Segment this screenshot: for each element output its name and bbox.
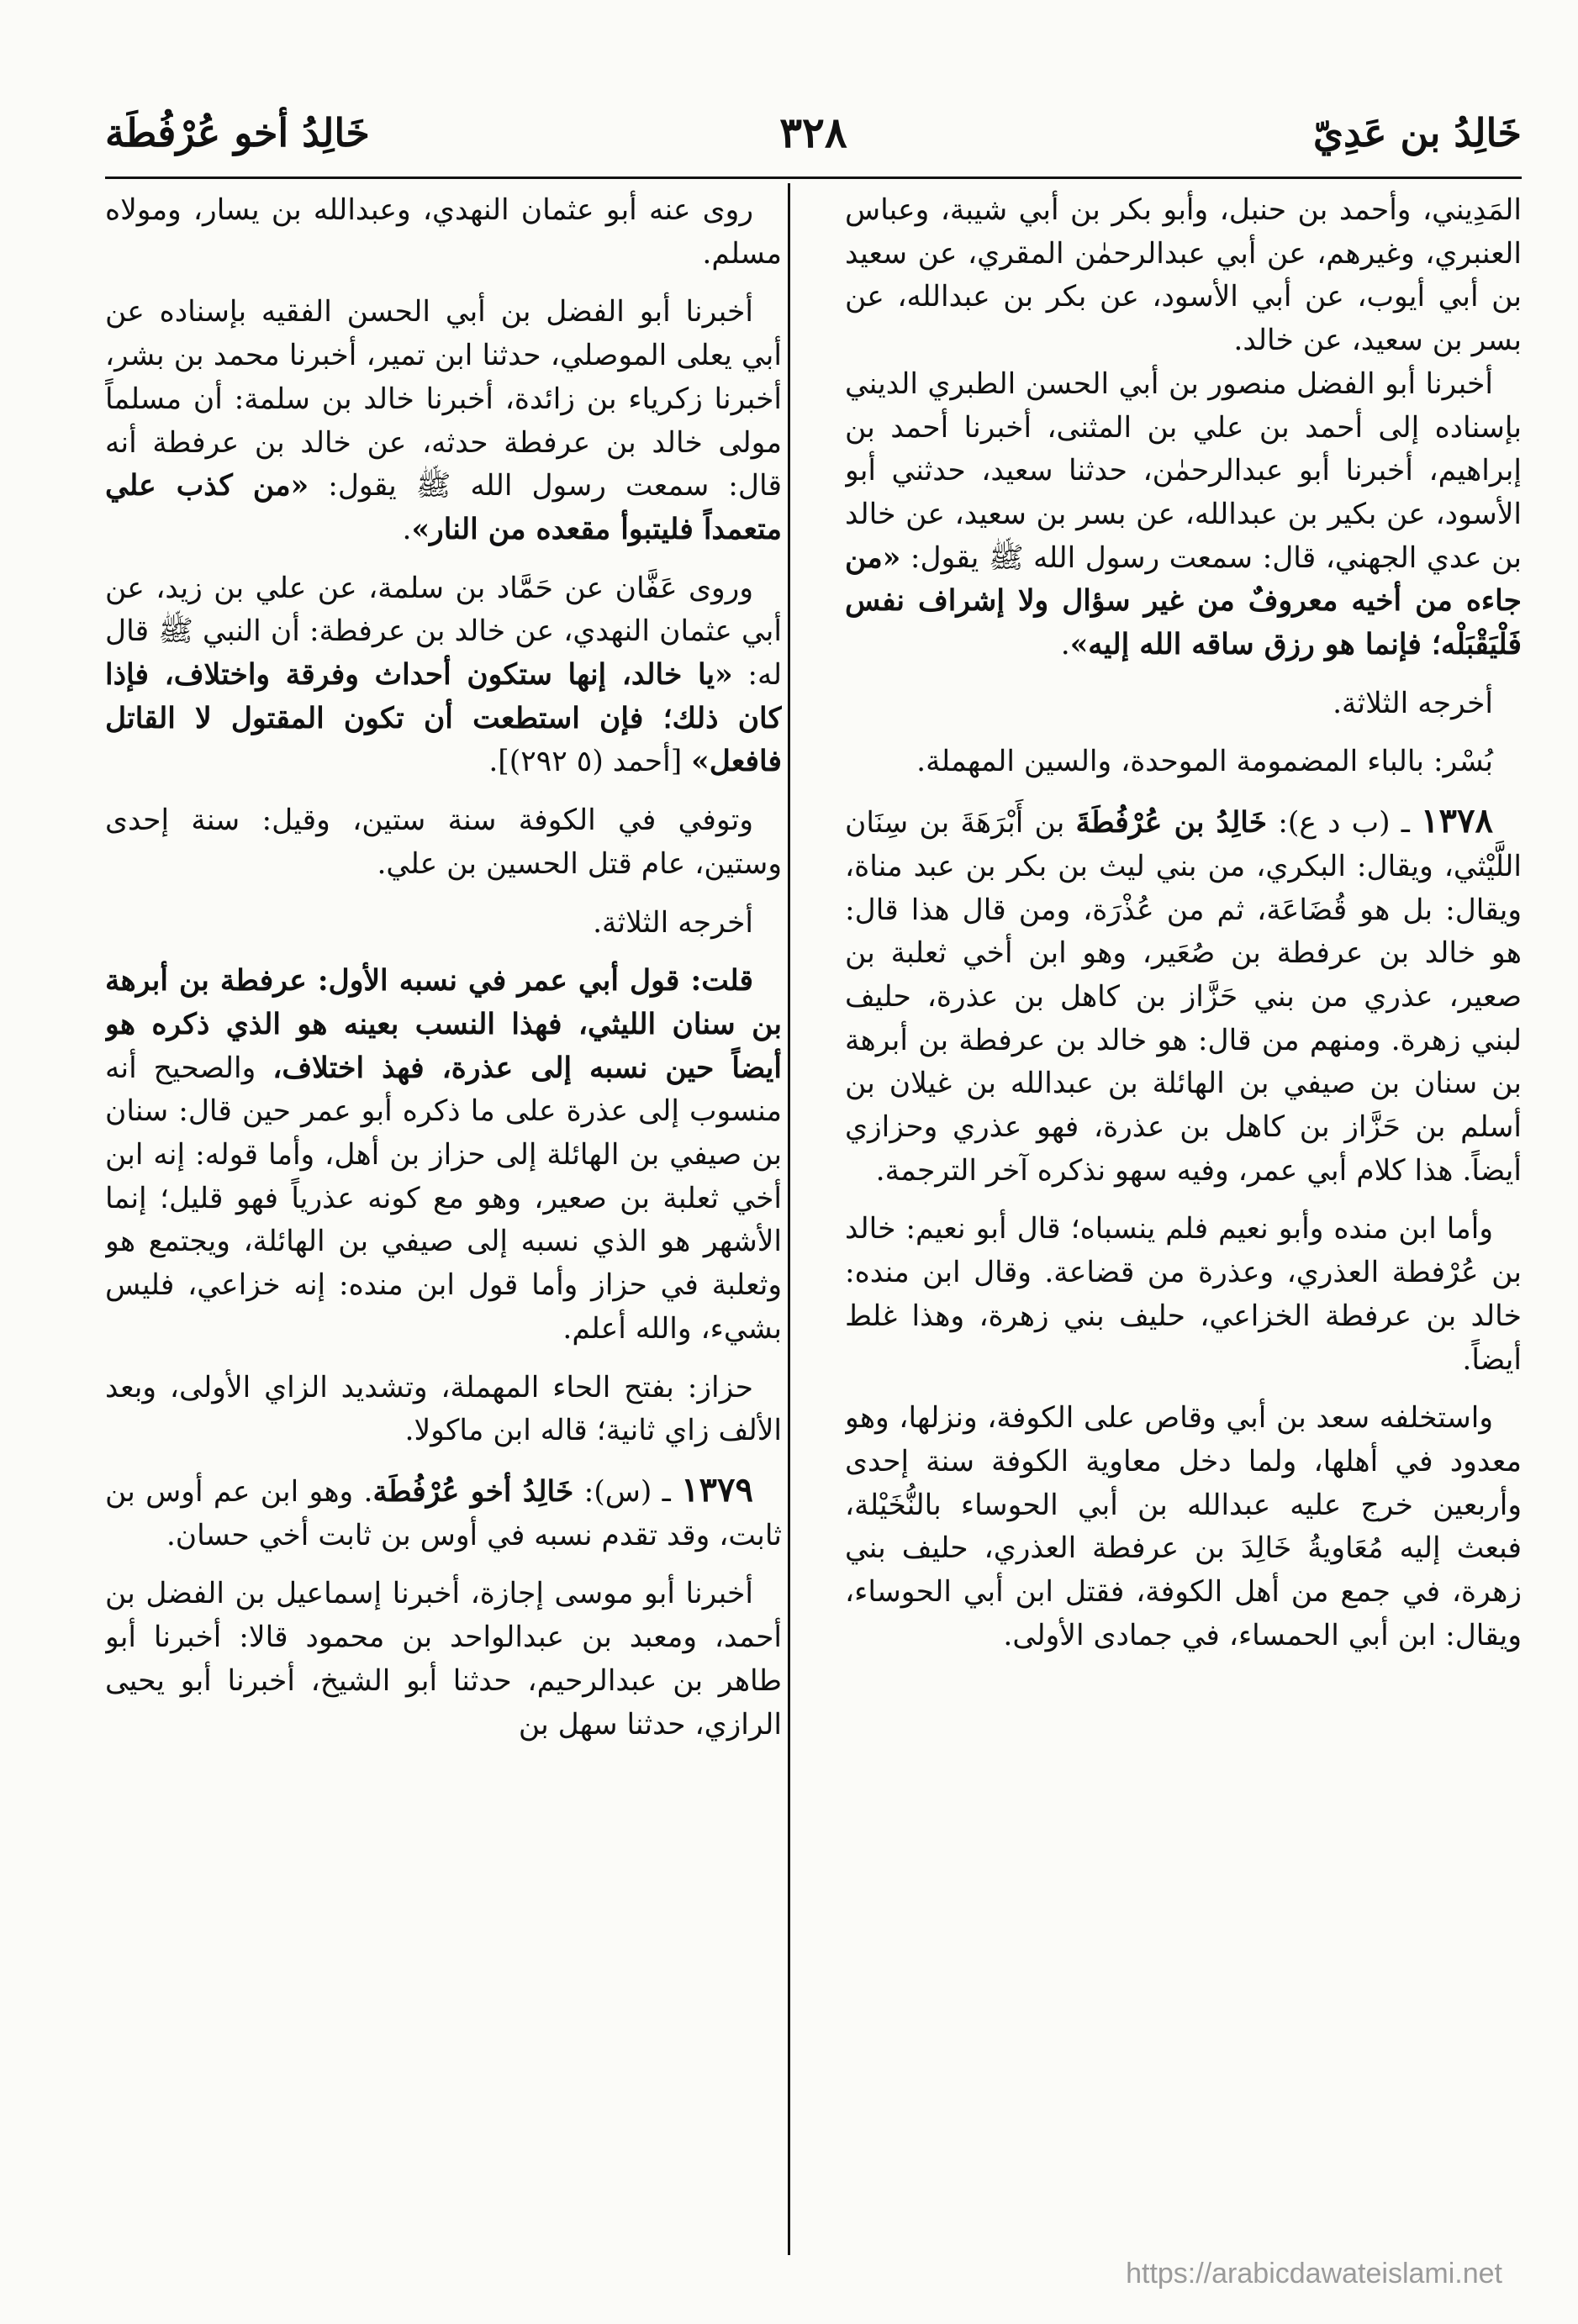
- commentary-lead: قلت: قول أبي عمر في نسبه الأول: عرفطة بن أبرهة بن سنان الليثي، فهذا النسب بعينه هو الذي ذكره هو أيضاً حين نسبه إلى عذرة، فهذ اختلاف،: [105, 964, 782, 1085]
- watermark-url: https://arabicdawateislami.net: [1126, 2258, 1502, 2290]
- paragraph: أخبرنا أبو موسى إجازة، أخبرنا إسماعيل بن الفضل بن أحمد، ومعبد بن عبدالواحد بن محمود قالا: أخبرنا أبو طاهر بن عبدالرحيم، حدثنا أبو الشيخ، أخبرنا أبو يحيى الرازي، حدثنا سهل بن: [105, 1577, 782, 1742]
- entry-name: خَالِدُ بن عُرْفُطَةَ: [1075, 806, 1268, 841]
- paragraph: المَدِيني، وأحمد بن حنبل، وأبو بكر بن أبي شيبة، وعباس العنبري، وغيرهم، عن أبي عبدالرحمٰن المقري، عن سعيد بن أبي أيوب، عن أبي الأسود، عن بكر بن عبدالله، عن بسر بن سعيد، عن خالد.: [845, 193, 1522, 358]
- paragraph: بُسْر: بالباء المضمومة الموحدة، والسين المهملة.: [916, 745, 1493, 779]
- entry-text: . وهو ابن عم أوس بن ثابت، وقد تقدم نسبه في أوس بن ثابت أخي حسان.: [105, 1474, 782, 1552]
- column-divider: [788, 183, 790, 2255]
- commentary-paragraph: [105, 960, 782, 1351]
- isnad-text: أخبرنا أبو الفضل بن أبي الحسن الفقيه بإسناده عن أبي يعلى الموصلي، حدثنا ابن تمير، أخبرنا محمد بن بشر، أخبرنا زكرياء بن زائدة، أخبرنا خالد بن سلمة: أن مسلماً مولى خالد بن عرفطة حدثه، عن خالد بن عرفطة أنه قال: سمعت رسول الله ﷺ يقول:: [105, 295, 782, 503]
- page-header: [105, 99, 1522, 166]
- entry-name: خَالِدُ أخو عُرْفُطَة: [372, 1474, 574, 1509]
- entry-1378: [845, 799, 1522, 1193]
- hadith-quote: «من جاءه من أخيه معروفٌ من غير سؤال ولا إشراف نفس فَلْيَقْبَلْه؛ فإنما هو رزق ساقه الله إليه»: [845, 540, 1522, 662]
- hadith-quote: «يا خالد، إنها ستكون أحداث وفرقة واختلاف، فإذا كان ذلك؛ فإن استطعت أن تكون المقتول لا القاتل فافعل»: [105, 658, 782, 779]
- hadith-paragraph: [845, 363, 1522, 667]
- left-column: [105, 189, 782, 2257]
- commentary-text: والصحيح أنه منسوب إلى عذرة على ما ذكره أبو عمر حين قال: سنان بن صيفي بن الهائلة إلى حزاز بن أهل، وأما قوله: إنه ابن أخي ثعلبة بن صعير، وهو مع كونه عذرياً فهو قليل؛ إنما الأشهر هو الذي نسبه إلى صيفي بن الهائلة، ويجتمع هو وثعلبة في حزاز وأما قول ابن منده: إنه خزاعي، فليس بشيء، والله أعلم.: [105, 1051, 782, 1346]
- paragraph: روى عنه أبو عثمان النهدي، وعبدالله بن يسار، ومولاه مسلم.: [105, 193, 782, 271]
- isnad-text: وروى عَفَّان عن حَمَّاد بن سلمة، عن علي بن زيد، عن أبي عثمان النهدي، عن خالد بن عرفطة: أن النبي ﷺ قال له:: [105, 571, 782, 693]
- punct: .: [1060, 628, 1070, 662]
- running-title-left: خَالِدُ أخو عُرْفُطَة: [105, 110, 370, 155]
- paragraph: أخرجه الثلاثة.: [1333, 686, 1493, 720]
- paragraph: وتوفي في الكوفة سنة ستين، وقيل: سنة إحدى وستين، عام قتل الحسين بن علي.: [105, 804, 782, 881]
- entry-number: ١٣٧٩: [681, 1469, 753, 1510]
- running-title-right: خَالِدُ بن عَدِيّ: [1312, 110, 1522, 155]
- hadith-paragraph: [105, 291, 782, 551]
- entry-code: ـ (س):: [573, 1474, 682, 1509]
- punct: .: [402, 512, 412, 546]
- entry-code: ـ (ب د ع):: [1267, 806, 1422, 841]
- page-number: ٣٢٨: [779, 108, 847, 157]
- entry-text: بن أَبْرَهَةَ بن سِنَان اللَّيْثي، ويقال: البكري، من بني ليث بن بكر بن عبد مناة، ويقال: بل هو قُضَاعَة، ثم من عُذْرَة، ومن قال هذا قال: هو خالد بن عرفطة بن صُعَير، وهو ابن أخي ثعلبة بن صعير، عذري من بني حَزَّاز بن كاهل بن عذرة، حليف لبني زهرة. ومنهم من قال: هو خالد بن عرفطة بن أبرهة بن سنان بن صيفي بن الهائلة بن عبدالله بن غيلان بن أسلم بن حَزَّاز بن كاهل بن عذرة، فهو عذري وحزازي أيضاً. هذا كلام أبي عمر، وفيه سهو نذكره آخر الترجمة.: [845, 806, 1522, 1188]
- right-column: [845, 189, 1522, 2257]
- paragraph: وأما ابن منده وأبو نعيم فلم ينسباه؛ قال أبو نعيم: خالد بن عُرْفطة العذري، وعذرة من قضاعة. وقال ابن منده: خالد بن عرفطة الخزاعي، حليف بني زهرة، وهذا غلط أيضاً.: [845, 1212, 1522, 1377]
- isnad-text: أخبرنا أبو الفضل منصور بن أبي الحسن الطبري الديني بإسناده إلى أحمد بن علي بن المثنى، أخبرنا أحمد بن إبراهيم، أخبرنا أبو عبدالرحمٰن، حدثنا سعيد، حدثني أبو الأسود، عن بكير بن عبدالله، عن بسر بن سعيد، عن خالد بن عدي الجهني، قال: سمعت رسول الله ﷺ يقول:: [845, 366, 1522, 575]
- entry-number: ١٣٧٨: [1421, 801, 1493, 841]
- hadith-paragraph: [105, 567, 782, 785]
- entry-1379: [105, 1468, 782, 1557]
- paragraph: أخرجه الثلاثة.: [593, 905, 753, 940]
- hadith-quote: «من كذب علي متعمداً فليتبوأ مقعده من النار»: [105, 469, 782, 546]
- paragraph: حزاز: بفتح الحاء المهملة، وتشديد الزاي الأولى، وبعد الألف زاي ثانية؛ قاله ابن ماكولا.: [105, 1370, 782, 1448]
- paragraph: واستخلفه سعد بن أبي وقاص على الكوفة، ونزلها، وهو معدود في أهلها، ولما دخل معاوية الكوفة سنة إحدى وأربعين خرج عليه عبدالله بن أبي الحوساء بالنُّخَيْلة، فبعث إليه مُعَاويةُ خَالِدَ بن عرفطة العذري، حليف بني زهرة، في جمع من أهل الكوفة، فقتل ابن أبي الحوساء، ويقال: ابن أبي الحمساء، في جمادى الأولى.: [845, 1401, 1522, 1652]
- header-rule: [105, 177, 1522, 179]
- reference: [أحمد (٥ ٢٩٢)].: [488, 745, 692, 779]
